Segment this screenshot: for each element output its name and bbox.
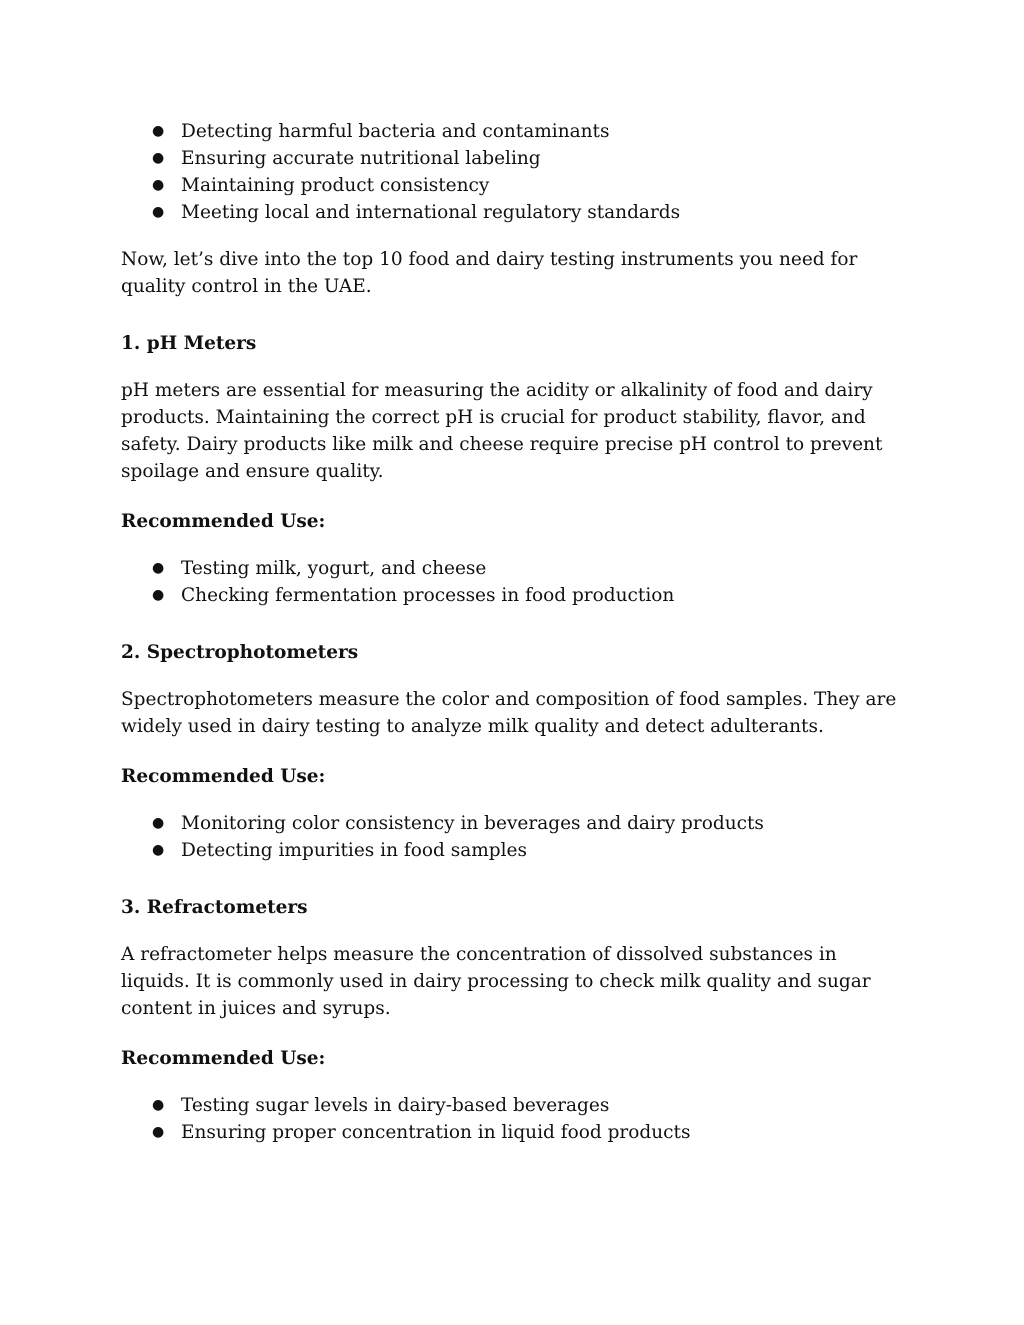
list-item: ● Detecting impurities in food samples: [121, 837, 911, 864]
section-body: pH meters are essential for measuring the acidity or alkalinity of food and dairy products. Maintaining the correct pH is crucial for product stability, flavor, and safety. Dairy products like milk and cheese require precise pH control to prevent spoilage and ensure quality.: [121, 380, 883, 482]
recommended-use-list: [121, 555, 911, 609]
section-heading: 3. Refractometers: [121, 897, 308, 918]
bullet-icon: ●: [152, 587, 165, 603]
list-item: ● Testing milk, yogurt, and cheese: [121, 555, 911, 582]
list-item: ● Checking fermentation processes in food production: [121, 582, 911, 609]
list-item: ● Monitoring color consistency in beverages and dairy products: [121, 810, 911, 837]
section-body: Spectrophotometers measure the color and composition of food samples. They are widely used in dairy testing to analyze milk quality and detect adulterants.: [121, 689, 897, 737]
section-body: A refractometer helps measure the concentration of dissolved substances in liquids. It is commonly used in dairy processing to check milk quality and sugar content in juices and syrups.: [121, 944, 871, 1019]
section-heading: 2. Spectrophotometers: [121, 642, 359, 663]
bullet-icon: ●: [152, 1124, 165, 1140]
section-heading: 1. pH Meters: [121, 333, 257, 354]
bullet-icon: ●: [152, 177, 165, 193]
recommended-use-label: Recommended Use:: [121, 766, 326, 787]
bullet-icon: ●: [152, 815, 165, 831]
intro-paragraph: Now, let’s dive into the top 10 food and dairy testing instruments you need for quality control in the UAE.: [121, 249, 858, 297]
bullet-icon: ●: [152, 560, 165, 576]
bullet-icon: ●: [152, 1097, 165, 1113]
bullet-icon: ●: [152, 842, 165, 858]
bullet-icon: ●: [152, 150, 165, 166]
list-item: ● Ensuring proper concentration in liquid food products: [121, 1119, 911, 1146]
recommended-use-list: [121, 1092, 911, 1146]
bullet-icon: ●: [152, 204, 165, 220]
document-page: [121, 118, 911, 1146]
list-item: ● Detecting harmful bacteria and contaminants: [121, 118, 911, 145]
list-item: ● Testing sugar levels in dairy-based beverages: [121, 1092, 911, 1119]
list-item: ● Maintaining product consistency: [121, 172, 911, 199]
bullet-icon: ●: [152, 123, 165, 139]
recommended-use-label: Recommended Use:: [121, 511, 326, 532]
list-item: ● Ensuring accurate nutritional labeling: [121, 145, 911, 172]
recommended-use-label: Recommended Use:: [121, 1048, 326, 1069]
list-item: ● Meeting local and international regulatory standards: [121, 199, 911, 226]
intro-bullet-list: [121, 118, 911, 226]
recommended-use-list: [121, 810, 911, 864]
